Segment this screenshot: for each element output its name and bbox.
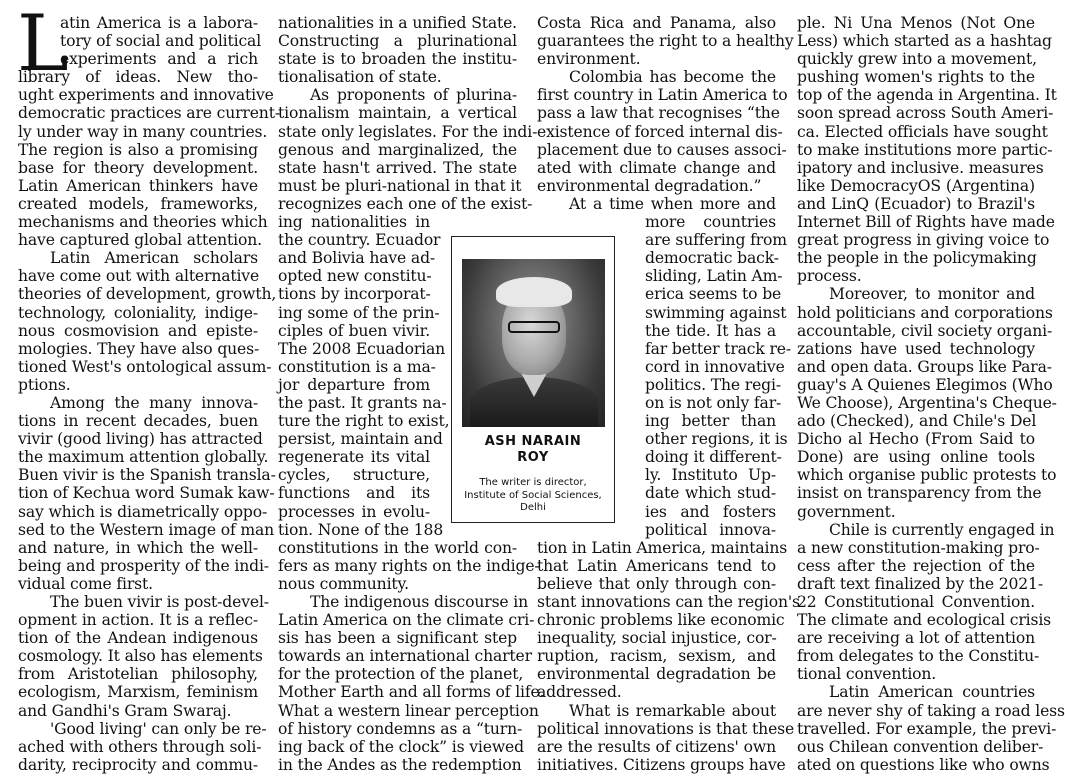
col3-line: that Latin Americans tend to xyxy=(537,556,776,575)
col2-line: recognizes each one of the exist- xyxy=(278,194,533,213)
col2-line: ture the right to exist, xyxy=(278,412,450,431)
col2-line: in the Andes as the redemption xyxy=(278,755,522,774)
col3-line: inequality, social injustice, cor- xyxy=(537,629,777,648)
col3-line: other regions, it is xyxy=(645,430,788,449)
col2-line: tion. None of the 188 xyxy=(278,520,444,539)
author-bio-line1: The writer is director, xyxy=(479,477,587,488)
col4-line: Chile is currently engaged in xyxy=(829,520,1055,539)
col3-line: environment. xyxy=(537,50,641,69)
col4-line: process. xyxy=(797,267,862,286)
col4-line: great progress in giving voice to xyxy=(797,231,1050,250)
col1-line: and Gandhi's Gram Swaraj. xyxy=(18,701,232,720)
col4-line: and LinQ (Ecuador) to Brazil's xyxy=(797,194,1035,213)
col1-line: sed to the Western image of man xyxy=(18,520,275,539)
col4-line: a new constitution-making pro- xyxy=(797,538,1040,557)
col2-line: As proponents of plurina- xyxy=(310,86,517,105)
col2-line: the country. Ecuador xyxy=(278,231,441,250)
col4-line: which organise public protests to xyxy=(797,466,1057,485)
col4-line: are never shy of taking a road less xyxy=(797,701,1065,720)
col4-line: top of the agenda in Argentina. It xyxy=(797,86,1057,105)
col4-line: from delegates to the Constitu- xyxy=(797,647,1040,666)
col3-line: more countries xyxy=(645,213,776,232)
col3-line: At a time when more and xyxy=(569,194,776,213)
drop-cap: L xyxy=(17,0,69,89)
col3-line: politics. The regi- xyxy=(645,375,781,394)
col4-line: to make institutions more partic- xyxy=(797,140,1053,159)
col4-line: The climate and ecological crisis xyxy=(797,611,1052,630)
col2-line: The indigenous discourse in xyxy=(310,593,529,611)
col2-line: cycles, structure, xyxy=(278,466,430,485)
col2-line: for the protection of the planet, xyxy=(278,665,524,684)
col4-line: zations have used technology xyxy=(797,339,1035,358)
col2-line: constitutions in the world con- xyxy=(278,538,517,557)
col1-line: The buen vivir is post-devel- xyxy=(50,593,269,611)
col4-line: and open data. Groups like Para- xyxy=(797,357,1052,376)
col2-line: opted new constitu- xyxy=(278,267,432,286)
col3-line: guarantees the right to a healthy xyxy=(537,32,794,51)
col1-line: library of ideas. New tho- xyxy=(18,68,258,87)
col1-line: vidual come first. xyxy=(18,574,153,593)
col3-line: ing better than xyxy=(645,412,776,431)
col1-line: ught experiments and innovative xyxy=(18,86,274,105)
col1-line: from Aristotelian philosophy, xyxy=(18,665,258,684)
col4-line: ous Chilean convention deliber- xyxy=(797,737,1044,756)
col1-line: ly under way in many countries. xyxy=(18,122,268,141)
author-bio xyxy=(452,477,614,515)
col3-line: are suffering from xyxy=(645,231,787,250)
col3-line: political innova- xyxy=(645,520,776,539)
col1-line: Among the many innova- xyxy=(50,393,258,412)
author-bio-line2: Institute of Social Sciences, xyxy=(464,489,602,501)
col2-line: processes in evolu- xyxy=(278,502,430,521)
col1-line: darity, reciprocity and commu- xyxy=(18,755,258,774)
col4-line: Internet Bill of Rights have made xyxy=(797,213,1055,232)
col2-line: and Bolivia have ad- xyxy=(278,249,436,268)
col3-line: cord in innovative xyxy=(645,357,785,376)
col2-line: jor departure from xyxy=(278,375,430,394)
col4-line: cess after the rejection of the xyxy=(797,556,1035,575)
col2-line: must be pluri-national in that it xyxy=(278,176,522,195)
col1-line: nous cosmovision and episte- xyxy=(18,321,258,340)
col1-line: The region is also a promising xyxy=(18,140,258,159)
col3-line: What is remarkable about xyxy=(569,701,776,720)
col1-line: mologies. They have also ques- xyxy=(18,339,260,358)
col3-line: environmental degradation.” xyxy=(537,176,762,195)
col1-line: democratic practices are current- xyxy=(18,104,280,123)
col3-line: first country in Latin America to xyxy=(537,86,788,105)
col1-line: tion of Kechua word Sumak kaw- xyxy=(18,484,275,503)
col1-line: experiments and a rich xyxy=(60,50,258,69)
col3-line: ies and fosters xyxy=(645,502,776,521)
col4-line: ado (Checked), and Chile's Del xyxy=(797,412,1037,431)
col2-line: state is to broaden the institu- xyxy=(278,50,517,69)
author-photo xyxy=(462,259,605,427)
col4-line: We Choose), Argentina's Cheque- xyxy=(797,393,1057,412)
col3-line: chronic problems like economic xyxy=(537,611,785,630)
col3-line: ruption, racism, sexism, and xyxy=(537,647,776,666)
col4-line: ple. Ni Una Menos (Not One xyxy=(797,14,1035,32)
col4-line: insist on transparency from the xyxy=(797,484,1042,503)
col3-line: doing it different- xyxy=(645,448,782,467)
col4-line: are receiving a lot of attention xyxy=(797,629,1035,648)
col2-line: state hasn't arrived. The state xyxy=(278,158,517,177)
col3-line: the tide. It has a xyxy=(645,321,776,340)
col4-line: accountable, civil society organi- xyxy=(797,321,1053,340)
col1-line: technology, coloniality, indige- xyxy=(18,303,258,322)
col2-line: the past. It grants na- xyxy=(278,393,447,412)
col2-line: persist, maintain and xyxy=(278,430,443,449)
col2-line: constitution is a ma- xyxy=(278,357,436,376)
col3-line: initiatives. Citizens groups have xyxy=(537,755,786,774)
col2-line: tionalisation of state. xyxy=(278,68,442,87)
col1-line: base for theory development. xyxy=(18,158,258,177)
col3-line: sliding, Latin Am- xyxy=(645,267,783,286)
col2-line: ing some of the prin- xyxy=(278,303,440,322)
col2-line: tionalism maintain, a vertical xyxy=(278,104,517,123)
col3-line: existence of forced internal dis- xyxy=(537,122,783,141)
col1-line: ptions. xyxy=(18,375,71,394)
col3-line: democratic back- xyxy=(645,249,779,268)
col2-line: ing nationalities in xyxy=(278,213,430,232)
col1-line: the maximum attention globally. xyxy=(18,448,269,467)
col2-line: ing back of the clock” is viewed xyxy=(278,737,524,756)
col2-line: towards an international charter xyxy=(278,647,532,666)
col2-line: functions and its xyxy=(278,484,430,503)
col2-line: state only legislates. For the indi- xyxy=(278,122,538,141)
col3-line: erica seems to be xyxy=(645,285,782,304)
col1-line: say which is diametrically oppo- xyxy=(18,502,268,521)
col3-line: placement due to causes associ- xyxy=(537,140,787,159)
col4-line: ipatory and inclusive. measures xyxy=(797,158,1044,177)
col3-line: stant innovations can the region's xyxy=(537,593,800,611)
col4-line: Done) are using online tools xyxy=(797,448,1035,467)
col2-line: tions by incorporat- xyxy=(278,285,431,304)
col3-line: environmental degradation be xyxy=(537,665,776,684)
col4-line: ca. Elected officials have sought xyxy=(797,122,1048,141)
col4-line: 22 Constitutional Convention. xyxy=(797,593,1035,611)
col4-line: Dicho al Hecho (From Said to xyxy=(797,430,1035,449)
col1-line: tory of social and political xyxy=(60,32,262,51)
col2-line: nous community. xyxy=(278,574,409,593)
col1-line: have come out with alternative xyxy=(18,267,260,286)
col4-line: hold politicians and corporations xyxy=(797,303,1053,322)
col3-line: are the results of citizens' own xyxy=(537,737,776,756)
col4-line: Moreover, to monitor and xyxy=(829,285,1035,304)
col2-line: regenerate its vital xyxy=(278,448,430,467)
col1-line: created models, frameworks, xyxy=(18,194,258,213)
col3-line: ly. Instituto Up- xyxy=(645,466,776,485)
col3-line: date which stud- xyxy=(645,484,776,503)
col3-line: ated with climate change and xyxy=(537,158,776,177)
col3-line: Colombia has become the xyxy=(569,68,776,87)
col1-line: theories of development, growth, xyxy=(18,285,277,304)
col2-line: Mother Earth and all forms of life. xyxy=(278,683,545,702)
col2-line: sis has been a significant step xyxy=(278,629,517,648)
col3-line: tion in Latin America, maintains xyxy=(537,538,788,557)
col2-line: genous and marginalized, the xyxy=(278,140,517,159)
col1-line: atin America is a labora- xyxy=(60,14,258,32)
col1-line: tions in recent decades, buen xyxy=(18,412,258,431)
author-name xyxy=(452,434,614,466)
col4-line: the people in the policymaking xyxy=(797,249,1037,268)
col1-line: tion of the Andean indigenous xyxy=(18,629,258,648)
col1-line: being and prosperity of the indi- xyxy=(18,556,269,575)
author-name-line1: ASH NARAIN xyxy=(484,434,582,449)
col4-line: Latin American countries xyxy=(829,683,1035,702)
author-box xyxy=(451,236,615,523)
col3-line: swimming against xyxy=(645,303,787,322)
col1-line: opment in action. It is a reflec- xyxy=(18,611,258,630)
author-bio-line3: Delhi xyxy=(520,502,546,513)
col1-line: have captured global attention. xyxy=(18,231,262,250)
col1-line: ached with others through soli- xyxy=(18,737,262,756)
col1-line: 'Good living' can only be re- xyxy=(50,719,267,738)
col1-line: ecologism, Marxism, feminism xyxy=(18,683,258,702)
col4-line: travelled. For example, the previ- xyxy=(797,719,1057,738)
col4-line: tional convention. xyxy=(797,665,937,684)
col1-line: and nature, in which the well- xyxy=(18,538,258,557)
col2-line: ciples of buen vivir. xyxy=(278,321,430,340)
col4-line: pushing women's rights to the xyxy=(797,68,1035,87)
col2-line: Latin America on the climate cri- xyxy=(278,611,535,630)
col4-line: like DemocracyOS (Argentina) xyxy=(797,176,1035,195)
col1-line: tioned West's ontological assum- xyxy=(18,357,272,376)
article-column-1 xyxy=(18,14,280,777)
col3-line: addressed. xyxy=(537,683,622,702)
col3-line: Costa Rica and Panama, also xyxy=(537,14,776,32)
col4-line: guay's A Quienes Elegimos (Who xyxy=(797,375,1053,394)
col2-line: nationalities in a unified State. xyxy=(278,14,517,32)
col1-line: cosmology. It also has elements xyxy=(18,647,263,666)
col4-line: draft text finalized by the 2021- xyxy=(797,574,1043,593)
col1-line: Latin American thinkers have xyxy=(18,176,258,195)
col4-line: government. xyxy=(797,502,896,521)
col1-line: mechanisms and theories which xyxy=(18,213,268,232)
col4-line: soon spread across South Ameri- xyxy=(797,104,1054,123)
col4-line: Less) which started as a hashtag xyxy=(797,32,1052,51)
col3-line: on is not only far- xyxy=(645,393,782,412)
col4-line: ated on questions like who owns xyxy=(797,755,1050,774)
col1-line: vivir (good living) has attracted xyxy=(18,430,263,449)
col2-line: of history condemns as a “turn- xyxy=(278,719,523,738)
article-column-4 xyxy=(797,14,1065,777)
col3-line: believe that only through con- xyxy=(537,574,776,593)
col3-line: political innovations is that these xyxy=(537,719,795,738)
col2-line: Constructing a plurinational xyxy=(278,32,517,51)
col1-line: Buen vivir is the Spanish transla- xyxy=(18,466,276,485)
col2-line: What a western linear perception xyxy=(278,701,539,720)
col3-line: far better track re- xyxy=(645,339,791,358)
author-name-line2: ROY xyxy=(517,450,549,465)
col4-line: quickly grew into a movement, xyxy=(797,50,1037,69)
col1-line: Latin American scholars xyxy=(50,249,258,268)
col2-line: The 2008 Ecuadorian xyxy=(278,339,446,358)
col2-line: fers as many rights on the indige- xyxy=(278,556,540,575)
col3-line: pass a law that recognises “the xyxy=(537,104,780,123)
